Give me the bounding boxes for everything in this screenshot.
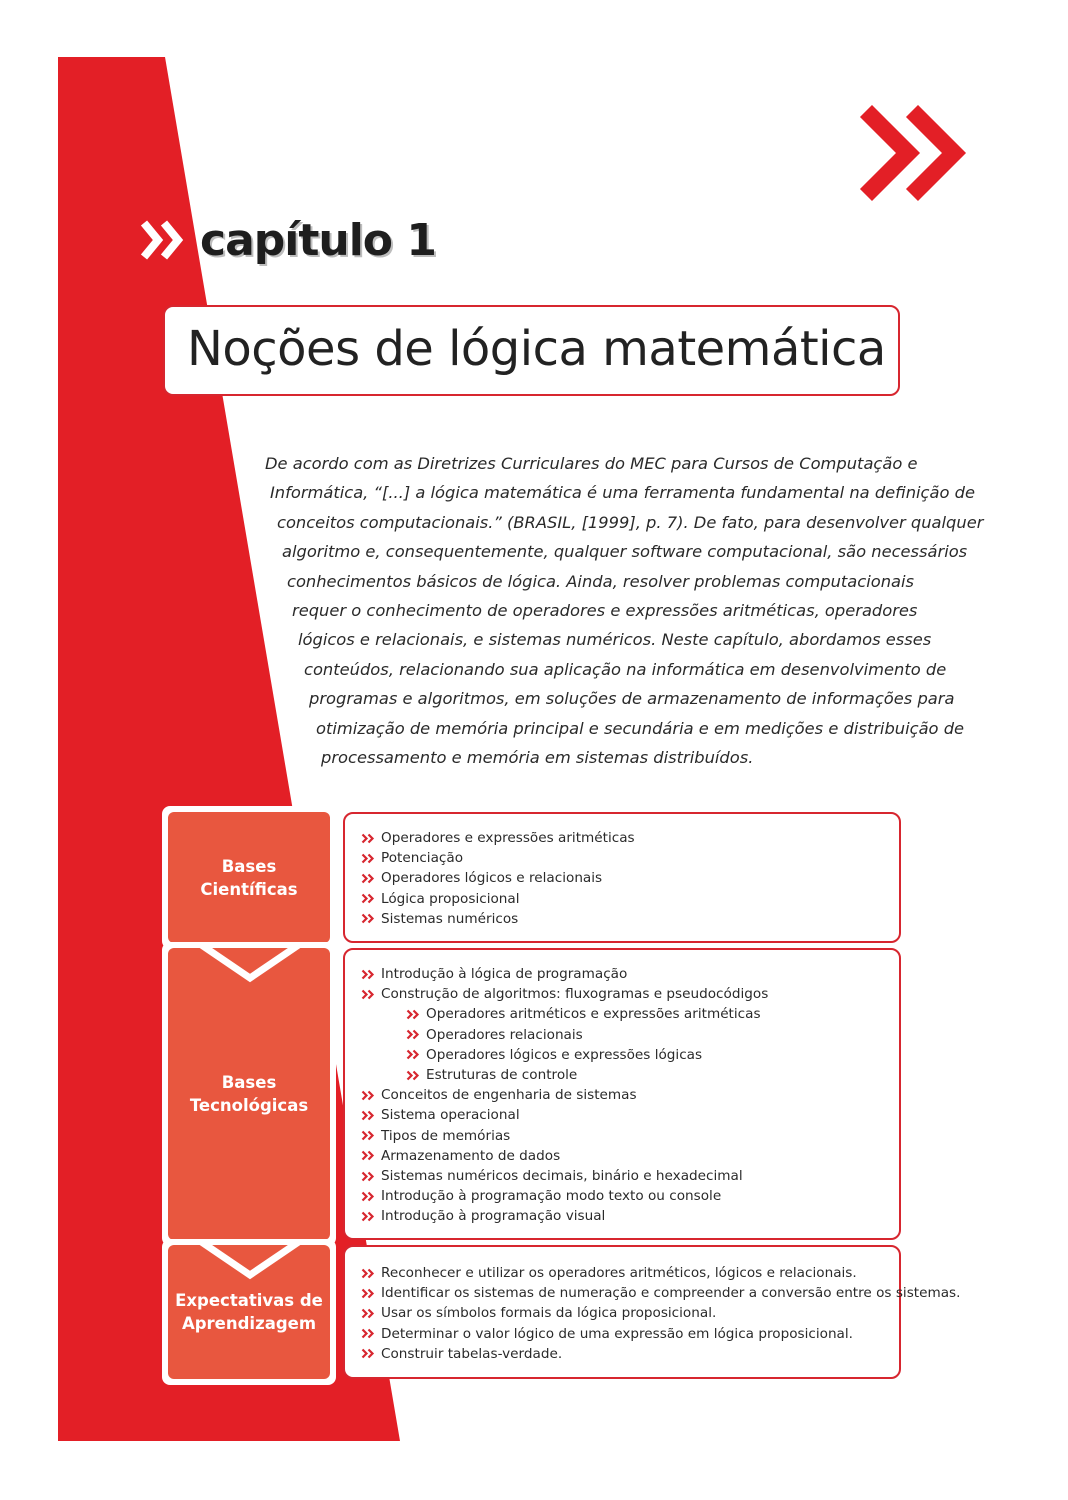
list-item-text: Reconhecer e utilizar os operadores aritméticos, lógicos e relacionais. xyxy=(381,1265,857,1281)
list-item-text: Operadores e expressões aritméticas xyxy=(381,830,635,846)
bullet-chevron-icon xyxy=(361,1110,375,1121)
list-item xyxy=(361,868,602,888)
list-item xyxy=(406,1004,761,1024)
intro-line: conteúdos, relacionando sua aplicação na informática em desenvolvimento de xyxy=(304,659,947,679)
section-connector-arrow xyxy=(190,1241,310,1281)
list-item xyxy=(361,889,520,909)
intro-line: lógicos e relacionais, e sistemas numéricos. Neste capítulo, abordamos esses xyxy=(298,630,932,650)
bullet-chevron-icon xyxy=(361,1288,375,1299)
bullet-chevron-icon xyxy=(361,1150,375,1161)
bullet-chevron-icon xyxy=(361,1328,375,1339)
list-item-text: Usar os símbolos formais da lógica proposicional. xyxy=(381,1305,717,1322)
intro-line: requer o conhecimento de operadores e expressões aritméticas, operadores xyxy=(292,601,918,620)
section-label-line: Bases xyxy=(221,1073,277,1092)
bullet-chevron-icon xyxy=(406,1009,420,1020)
list-item-text: Conceitos de engenharia de sistemas xyxy=(381,1087,637,1104)
intro-line: conceitos computacionais.” (BRASIL, [1999], p. 7). De fato, para desenvolver qualquer xyxy=(277,512,984,532)
chapter-title: Noções de lógica matemática xyxy=(187,321,886,377)
bullet-chevron-icon xyxy=(361,1348,375,1359)
list-item-text: Construir tabelas-verdade. xyxy=(381,1345,563,1362)
section-label-line: Bases xyxy=(221,856,277,876)
list-item-text: Introdução à programação visual xyxy=(381,1208,606,1225)
list-item xyxy=(361,1206,605,1226)
list-item-text: Potenciação xyxy=(381,850,464,867)
list-item-text: Armazenamento de dados xyxy=(381,1147,561,1164)
list-item xyxy=(406,1025,583,1045)
list-item xyxy=(406,1065,577,1085)
section-label xyxy=(200,855,297,901)
list-item-text: Determinar o valor lógico de uma expressão em lógica proposicional. xyxy=(381,1325,853,1342)
list-item xyxy=(361,1146,560,1166)
double-chevron-right-icon xyxy=(850,105,970,205)
list-item xyxy=(361,1283,960,1303)
list-item xyxy=(361,1085,637,1105)
list-item xyxy=(406,1045,702,1065)
bullet-chevron-icon xyxy=(361,913,375,924)
list-item-text: Operadores lógicos e expressões lógicas xyxy=(426,1046,703,1063)
section-label-box xyxy=(168,812,330,943)
list-item xyxy=(361,1263,857,1283)
intro-line: algoritmo e, consequentemente, qualquer software computacional, são necessários xyxy=(282,542,968,562)
list-item-text: Tipos de memórias xyxy=(381,1127,511,1144)
section-label-line: Expectativas de xyxy=(175,1291,323,1310)
list-item-text: Sistema operacional xyxy=(381,1107,520,1124)
bullet-chevron-icon xyxy=(361,1268,375,1279)
list-item xyxy=(361,1344,562,1364)
list-item-text: Operadores lógicos e relacionais xyxy=(381,870,603,887)
bullet-chevron-icon xyxy=(406,1049,420,1060)
list-item-text: Sistemas numéricos decimais, binário e hexadecimal xyxy=(381,1168,743,1184)
intro-line: processamento e memória em sistemas distribuídos. xyxy=(321,748,754,767)
list-item-text: Estruturas de controle xyxy=(426,1067,578,1083)
list-item xyxy=(361,1186,721,1206)
list-item xyxy=(361,1303,716,1323)
double-chevron-right-icon xyxy=(138,215,190,265)
bullet-chevron-icon xyxy=(406,1029,420,1040)
bullet-chevron-icon xyxy=(361,1130,375,1141)
section-label-line: Aprendizagem xyxy=(181,1314,317,1333)
bullet-chevron-icon xyxy=(361,893,375,904)
list-item xyxy=(361,1324,853,1344)
section-label-panel xyxy=(162,942,336,1246)
list-item-text: Operadores aritméticos e expressões aritméticas xyxy=(426,1006,761,1023)
bullet-chevron-icon xyxy=(361,853,375,864)
list-item xyxy=(361,1166,743,1186)
intro-line: otimização de memória principal e secundária e em medições e distribuição de xyxy=(316,718,965,738)
bullet-chevron-icon xyxy=(361,1211,375,1222)
list-item-text: Introdução à lógica de programação xyxy=(381,966,628,982)
intro-line: De acordo com as Diretrizes Curriculares do MEC para Cursos de Computação e xyxy=(265,454,918,473)
chapter-number: capítulo 1 xyxy=(200,214,436,266)
bullet-chevron-icon xyxy=(361,1171,375,1182)
section-label-box xyxy=(168,948,330,1240)
section-label xyxy=(190,1071,308,1117)
section-label xyxy=(175,1289,323,1335)
bullet-chevron-icon xyxy=(361,1308,375,1319)
bullet-chevron-icon xyxy=(406,1070,420,1081)
section-label-panel xyxy=(162,806,336,949)
intro-line: conhecimentos básicos de lógica. Ainda, resolver problemas computacionais xyxy=(287,571,915,591)
bullet-chevron-icon xyxy=(361,989,375,1000)
list-item-text: Identificar os sistemas de numeração e compreender a conversão entre os sistemas. xyxy=(381,1285,961,1302)
section-label-line: Científicas xyxy=(200,879,298,899)
list-item-text: Sistemas numéricos xyxy=(381,910,519,927)
list-item-text: Introdução à programação modo texto ou console xyxy=(381,1188,722,1205)
intro-line: programas e algoritmos, em soluções de armazenamento de informações para xyxy=(309,689,955,709)
list-item xyxy=(361,909,518,929)
section-connector-arrow xyxy=(190,944,310,984)
list-item xyxy=(361,828,635,848)
chapter-label xyxy=(138,210,436,270)
list-item-text: Lógica proposicional xyxy=(381,890,520,907)
bullet-chevron-icon xyxy=(361,1090,375,1101)
bullet-chevron-icon xyxy=(361,1191,375,1202)
bullet-chevron-icon xyxy=(361,833,375,844)
list-item xyxy=(361,964,627,984)
bullet-chevron-icon xyxy=(361,969,375,980)
list-item xyxy=(361,1105,520,1125)
section-label-line: Tecnológicas xyxy=(189,1096,309,1115)
bullet-chevron-icon xyxy=(361,873,375,884)
list-item xyxy=(361,984,768,1004)
list-item xyxy=(361,848,463,868)
list-item xyxy=(361,1126,510,1146)
intro-line: Informática, “[...] a lógica matemática é uma ferramenta fundamental na definição de xyxy=(270,483,975,503)
list-item-text: Construção de algoritmos: fluxogramas e pseudocódigos xyxy=(381,986,769,1003)
chapter-title-box xyxy=(163,305,900,396)
list-item-text: Operadores relacionais xyxy=(426,1026,583,1043)
